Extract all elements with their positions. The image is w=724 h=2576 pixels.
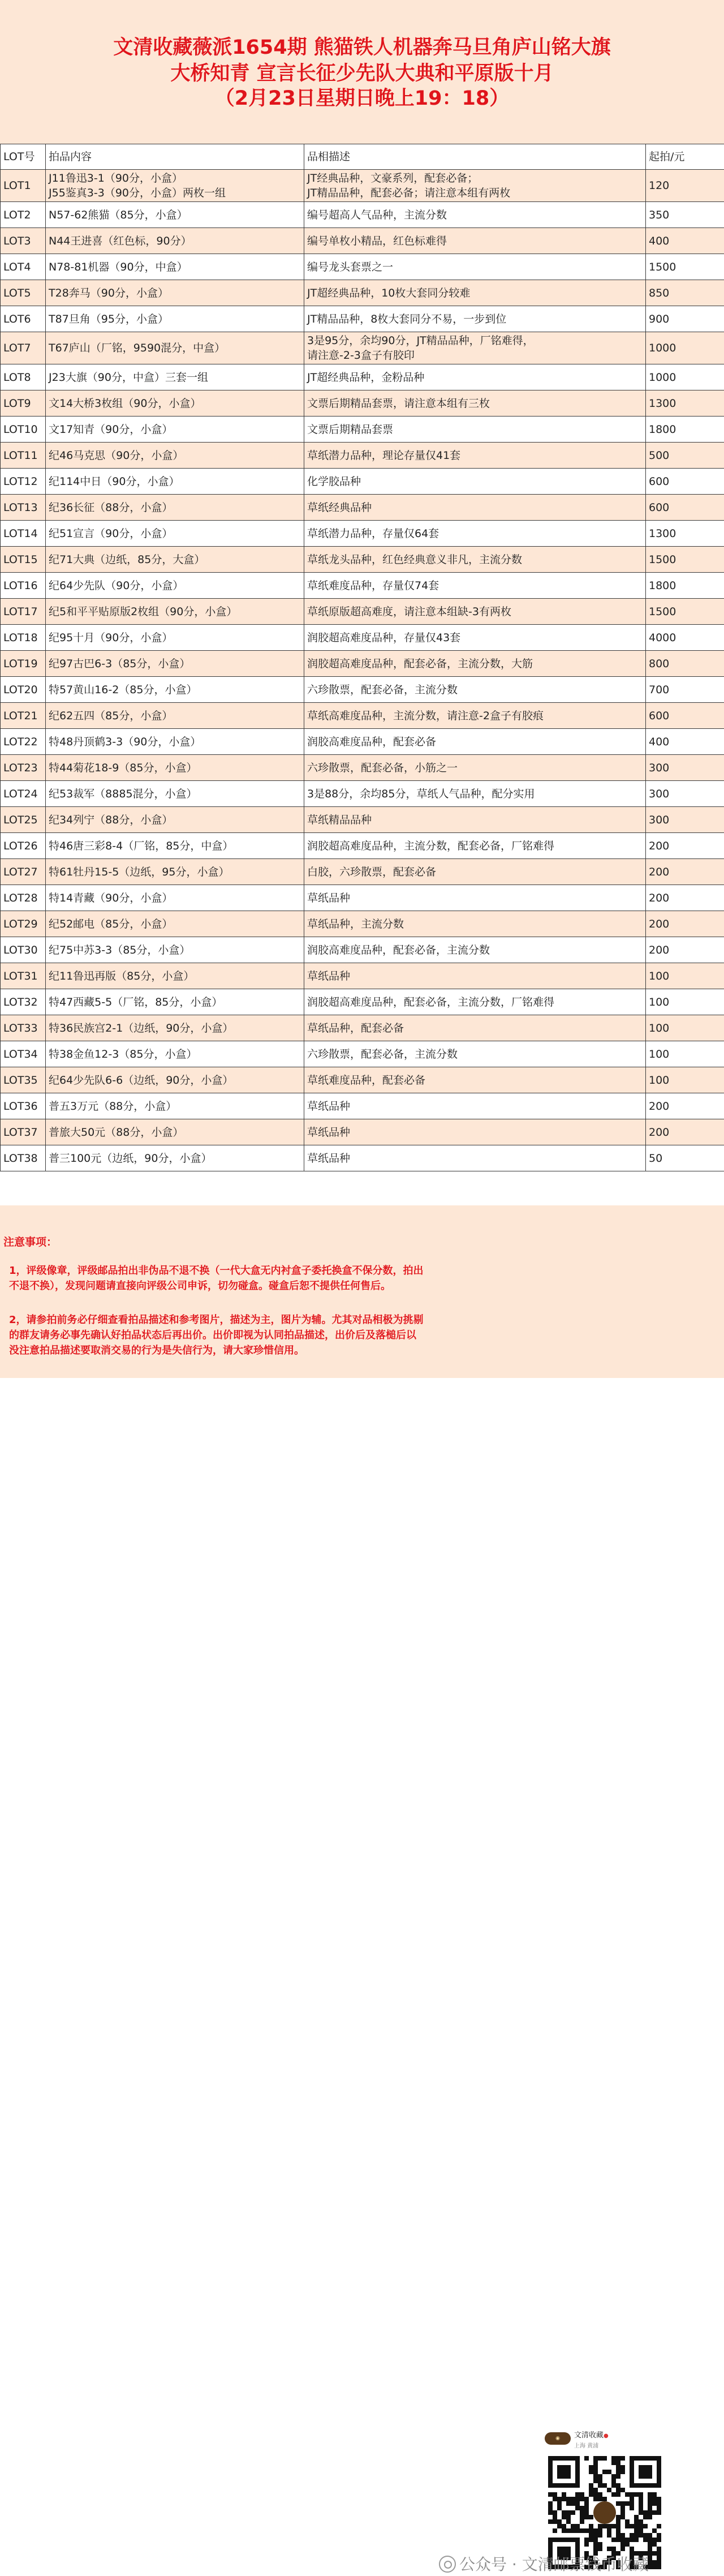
watermark — [439, 2554, 649, 2575]
desc-cell: 3是95分，余均90分，JT精品品种，厂铭难得， 请注意-2-3盒子有胶印 — [304, 332, 646, 364]
desc-cell: 草纸龙头品种，红色经典意义非凡，主流分数 — [304, 547, 646, 573]
item-cell: 纪75中苏3-3（85分，小盒） — [46, 937, 304, 963]
item-cell: T87旦角（95分，小盒） — [46, 306, 304, 332]
lot-cell: LOT19 — [1, 651, 46, 677]
desc-cell: 润胶超高难度品种，存量仅43套 — [304, 625, 646, 651]
desc-cell: 化学胶品种 — [304, 469, 646, 495]
lot-cell: LOT35 — [1, 1067, 46, 1093]
desc-cell: 草纸难度品种，存量仅74套 — [304, 573, 646, 599]
table-row — [1, 228, 724, 254]
lot-cell: LOT30 — [1, 937, 46, 963]
lot-cell: LOT23 — [1, 755, 46, 781]
table-row — [1, 677, 724, 703]
table-row — [1, 202, 724, 228]
item-cell: T28奔马（90分，小盒） — [46, 280, 304, 306]
lot-cell: LOT32 — [1, 989, 46, 1015]
title-line-1: 文清收藏薇派1654期 熊猫铁人机器奔马旦角庐山铭大旗 — [0, 35, 724, 60]
desc-cell: 草纸品种 — [304, 1093, 646, 1119]
item-cell: 纪64少先队6-6（边纸，90分，小盒） — [46, 1067, 304, 1093]
lot-cell: LOT5 — [1, 280, 46, 306]
table-row — [1, 1119, 724, 1145]
lot-cell: LOT28 — [1, 885, 46, 911]
lot-cell: LOT8 — [1, 364, 46, 390]
header-lot: LOT号 — [1, 144, 46, 170]
item-cell: 特57黄山16-2（85分，小盒） — [46, 677, 304, 703]
table-row — [1, 364, 724, 390]
lot-cell: LOT4 — [1, 254, 46, 280]
item-cell: T67庐山（厂铭，9590混分，中盒） — [46, 332, 304, 364]
price-cell: 1500 — [646, 254, 724, 280]
table-row — [1, 332, 724, 364]
price-cell: 200 — [646, 885, 724, 911]
price-cell: 100 — [646, 989, 724, 1015]
desc-cell: 文票后期精品套票，请注意本组有三枚 — [304, 390, 646, 417]
lot-cell: LOT24 — [1, 781, 46, 807]
table-header-row — [1, 144, 724, 170]
table-row — [1, 443, 724, 469]
table-row — [1, 280, 724, 306]
notes-section — [0, 1205, 724, 1378]
lot-cell: LOT38 — [1, 1145, 46, 1171]
price-cell: 1500 — [646, 547, 724, 573]
table-row — [1, 306, 724, 332]
price-cell: 100 — [646, 963, 724, 989]
price-cell: 1800 — [646, 573, 724, 599]
table-row — [1, 390, 724, 417]
desc-cell: 编号龙头套票之一 — [304, 254, 646, 280]
note-item-2: 2，请参拍前务必仔细查看拍品描述和参考图片，描述为主，图片为辅。尤其对品相极为挑剔 的群友请务必事先确认好拍品状态后再出价。出价即视为认同拍品描述，出价后及落槌后以 没注意拍品描述要取消交易的行为是失信行为，请大家珍惜信用。 — [9, 1312, 495, 1358]
title-line-2: 大桥知青 宣言长征少先队大典和平原版十月 — [0, 61, 724, 86]
lot-cell: LOT6 — [1, 306, 46, 332]
lot-cell: LOT33 — [1, 1015, 46, 1041]
item-cell: 纪64少先队（90分，小盒） — [46, 573, 304, 599]
desc-cell: 润胶高难度品种，配套必备，主流分数 — [304, 937, 646, 963]
brand-name: 文清收藏● — [574, 2429, 609, 2440]
lot-cell: LOT9 — [1, 390, 46, 417]
table-row — [1, 469, 724, 495]
item-cell: 纪51宣言（90分，小盒） — [46, 521, 304, 547]
price-cell: 1300 — [646, 521, 724, 547]
lot-cell: LOT1 — [1, 170, 46, 202]
table-row — [1, 937, 724, 963]
table-row — [1, 1145, 724, 1171]
item-cell: 文14大桥3枚组（90分，小盒） — [46, 390, 304, 417]
item-cell: 纪62五四（85分，小盒） — [46, 703, 304, 729]
lot-cell: LOT2 — [1, 202, 46, 228]
item-cell: N78-81机器（90分，中盒） — [46, 254, 304, 280]
table-row — [1, 729, 724, 755]
desc-cell: 文票后期精品套票 — [304, 417, 646, 443]
lot-cell: LOT10 — [1, 417, 46, 443]
lot-cell: LOT11 — [1, 443, 46, 469]
lot-cell: LOT14 — [1, 521, 46, 547]
table-row — [1, 989, 724, 1015]
table-row — [1, 1093, 724, 1119]
price-cell: 4000 — [646, 625, 724, 651]
item-cell: 纪36长征（88分，小盒） — [46, 495, 304, 521]
item-cell: N57-62熊猫（85分，小盒） — [46, 202, 304, 228]
price-cell: 700 — [646, 677, 724, 703]
table-row — [1, 651, 724, 677]
price-cell: 100 — [646, 1015, 724, 1041]
lot-cell: LOT18 — [1, 625, 46, 651]
item-cell: 纪114中日（90分，小盒） — [46, 469, 304, 495]
brand-logo: ◉ — [545, 2432, 571, 2445]
table-row — [1, 1067, 724, 1093]
desc-cell: JT超经典品种，金粉品种 — [304, 364, 646, 390]
desc-cell: 3是88分，余均85分，草纸人气品种，配分实用 — [304, 781, 646, 807]
item-cell: 纪71大典（边纸，85分，大盒） — [46, 547, 304, 573]
item-cell: 普旅大50元（88分，小盒） — [46, 1119, 304, 1145]
table-row — [1, 170, 724, 202]
table-row — [1, 859, 724, 885]
price-cell: 200 — [646, 1119, 724, 1145]
price-cell: 1500 — [646, 599, 724, 625]
desc-cell: 草纸原版超高难度，请注意本组缺-3有两枚 — [304, 599, 646, 625]
lot-cell: LOT16 — [1, 573, 46, 599]
price-cell: 200 — [646, 1093, 724, 1119]
table-row — [1, 573, 724, 599]
table-row — [1, 495, 724, 521]
item-cell: J23大旗（90分，中盒）三套一组 — [46, 364, 304, 390]
item-cell: 特47西藏5-5（厂铭，85分，小盒） — [46, 989, 304, 1015]
desc-cell: 草纸品种，配套必备 — [304, 1015, 646, 1041]
item-cell: 特36民族宫2-1（边纸，90分，小盒） — [46, 1015, 304, 1041]
qr-code-icon — [548, 2456, 667, 2569]
desc-cell: 草纸品种，主流分数 — [304, 911, 646, 937]
note-item-1: 1，评级像章，评级邮品拍出非伪品不退不换（一代大盒无内衬盒子委托换盒不保分数，拍出 不退不换），发现问题请直接向评级公司申诉，切勿碰盒。碰盒后恕不提供任何售后。 — [9, 1263, 495, 1294]
table-row — [1, 807, 724, 833]
desc-cell: 草纸潜力品种，理论存量仅41套 — [304, 443, 646, 469]
table-row — [1, 625, 724, 651]
lot-cell: LOT15 — [1, 547, 46, 573]
lot-cell: LOT12 — [1, 469, 46, 495]
lot-cell: LOT34 — [1, 1041, 46, 1067]
page-header — [0, 0, 724, 144]
table-row — [1, 911, 724, 937]
lot-cell: LOT13 — [1, 495, 46, 521]
price-cell: 1800 — [646, 417, 724, 443]
lot-cell: LOT22 — [1, 729, 46, 755]
lot-table-body — [1, 170, 724, 1171]
price-cell: 200 — [646, 937, 724, 963]
notes-heading: 注意事项： — [3, 1234, 57, 1249]
item-cell: 特61牡丹15-5（边纸，95分，小盒） — [46, 859, 304, 885]
price-cell: 200 — [646, 911, 724, 937]
table-row — [1, 521, 724, 547]
table-row — [1, 963, 724, 989]
price-cell: 1300 — [646, 390, 724, 417]
lot-cell: LOT26 — [1, 833, 46, 859]
desc-cell: 润胶超高难度品种，配套必备，主流分数，厂铭难得 — [304, 989, 646, 1015]
item-cell: 纪5和平平贴原版2枚组（90分，小盒） — [46, 599, 304, 625]
table-row — [1, 599, 724, 625]
price-cell: 200 — [646, 859, 724, 885]
price-cell: 1000 — [646, 364, 724, 390]
lot-cell: LOT7 — [1, 332, 46, 364]
desc-cell: 草纸经典品种 — [304, 495, 646, 521]
desc-cell: 草纸品种 — [304, 963, 646, 989]
wechat-official-account-icon — [439, 2556, 456, 2573]
lot-cell: LOT20 — [1, 677, 46, 703]
price-cell: 600 — [646, 469, 724, 495]
header-item: 拍品内容 — [46, 144, 304, 170]
desc-cell: JT超经典品种，10枚大套同分较难 — [304, 280, 646, 306]
item-cell: 普五3万元（88分，小盒） — [46, 1093, 304, 1119]
qr-card[interactable] — [533, 2422, 682, 2576]
table-row — [1, 417, 724, 443]
item-cell: 特14青藏（90分，小盒） — [46, 885, 304, 911]
table-row — [1, 1041, 724, 1067]
desc-cell: 六珍散票，配套必备，小筋之一 — [304, 755, 646, 781]
desc-cell: 润胶高难度品种，配套必备 — [304, 729, 646, 755]
price-cell: 120 — [646, 170, 724, 202]
price-cell: 50 — [646, 1145, 724, 1171]
desc-cell: JT精品品种，8枚大套同分不易，一步到位 — [304, 306, 646, 332]
lot-cell: LOT27 — [1, 859, 46, 885]
table-row — [1, 703, 724, 729]
table-row — [1, 885, 724, 911]
header-price: 起拍/元 — [646, 144, 724, 170]
desc-cell: 编号超高人气品种，主流分数 — [304, 202, 646, 228]
price-cell: 100 — [646, 1067, 724, 1093]
item-cell: 纪11鲁迅再版（85分，小盒） — [46, 963, 304, 989]
price-cell: 800 — [646, 651, 724, 677]
item-cell: 纪34列宁（88分，小盒） — [46, 807, 304, 833]
price-cell: 350 — [646, 202, 724, 228]
price-cell: 100 — [646, 1041, 724, 1067]
desc-cell: 润胶超高难度品种，配套必备，主流分数，大筋 — [304, 651, 646, 677]
desc-cell: 草纸品种 — [304, 1145, 646, 1171]
lot-cell: LOT3 — [1, 228, 46, 254]
item-cell: 特38金鱼12-3（85分，小盒） — [46, 1041, 304, 1067]
desc-cell: 草纸高难度品种，主流分数，请注意-2盒子有胶痕 — [304, 703, 646, 729]
lot-cell: LOT21 — [1, 703, 46, 729]
price-cell: 400 — [646, 729, 724, 755]
desc-cell: JT经典品种，文豪系列，配套必备； JT精品品种，配套必备；请注意本组有两枚 — [304, 170, 646, 202]
price-cell: 600 — [646, 703, 724, 729]
desc-cell: 六珍散票，配套必备，主流分数 — [304, 677, 646, 703]
lot-cell: LOT29 — [1, 911, 46, 937]
item-cell: 特48丹顶鹤3-3（90分，小盒） — [46, 729, 304, 755]
title-line-3: （2月23日星期日晚上19：18） — [0, 86, 724, 111]
lot-cell: LOT25 — [1, 807, 46, 833]
table-row — [1, 781, 724, 807]
item-cell: 纪53裁军（8885混分，小盒） — [46, 781, 304, 807]
item-cell: N44王进喜（红色标，90分） — [46, 228, 304, 254]
price-cell: 900 — [646, 306, 724, 332]
price-cell: 300 — [646, 781, 724, 807]
lot-cell: LOT36 — [1, 1093, 46, 1119]
price-cell: 300 — [646, 807, 724, 833]
item-cell: 文17知青（90分，小盒） — [46, 417, 304, 443]
header-desc: 品相描述 — [304, 144, 646, 170]
item-cell: 普三100元（边纸，90分，小盒） — [46, 1145, 304, 1171]
desc-cell: 草纸精品品种 — [304, 807, 646, 833]
price-cell: 200 — [646, 833, 724, 859]
lot-cell: LOT31 — [1, 963, 46, 989]
table-row — [1, 833, 724, 859]
item-cell: 纪52邮电（85分，小盒） — [46, 911, 304, 937]
price-cell: 400 — [646, 228, 724, 254]
desc-cell: 润胶超高难度品种，主流分数，配套必备，厂铭难得 — [304, 833, 646, 859]
price-cell: 600 — [646, 495, 724, 521]
desc-cell: 六珍散票，配套必备，主流分数 — [304, 1041, 646, 1067]
desc-cell: 编号单枚小精品，红色标难得 — [304, 228, 646, 254]
price-cell: 500 — [646, 443, 724, 469]
lot-cell: LOT17 — [1, 599, 46, 625]
table-row — [1, 1015, 724, 1041]
table-row — [1, 254, 724, 280]
brand-location: 上海 黄浦 — [574, 2441, 598, 2449]
desc-cell: 草纸品种 — [304, 1119, 646, 1145]
table-row — [1, 547, 724, 573]
watermark-text: 公众号 · 文清邮票钱币收藏 — [459, 2555, 649, 2574]
lot-table — [0, 144, 724, 1171]
item-cell: 纪97古巴6-3（85分，小盒） — [46, 651, 304, 677]
price-cell: 1000 — [646, 332, 724, 364]
lot-cell: LOT37 — [1, 1119, 46, 1145]
desc-cell: 草纸潜力品种，存量仅64套 — [304, 521, 646, 547]
table-row — [1, 755, 724, 781]
item-cell: J11鲁迅3-1（90分，小盒） J55鉴真3-3（90分，小盒）两枚一组 — [46, 170, 304, 202]
price-cell: 850 — [646, 280, 724, 306]
price-cell: 300 — [646, 755, 724, 781]
item-cell: 特44菊花18-9（85分，小盒） — [46, 755, 304, 781]
desc-cell: 草纸难度品种，配套必备 — [304, 1067, 646, 1093]
item-cell: 纪46马克思（90分，小盒） — [46, 443, 304, 469]
desc-cell: 白胶，六珍散票，配套必备 — [304, 859, 646, 885]
item-cell: 特46唐三彩8-4（厂铭，85分，中盒） — [46, 833, 304, 859]
item-cell: 纪95十月（90分，小盒） — [46, 625, 304, 651]
desc-cell: 草纸品种 — [304, 885, 646, 911]
